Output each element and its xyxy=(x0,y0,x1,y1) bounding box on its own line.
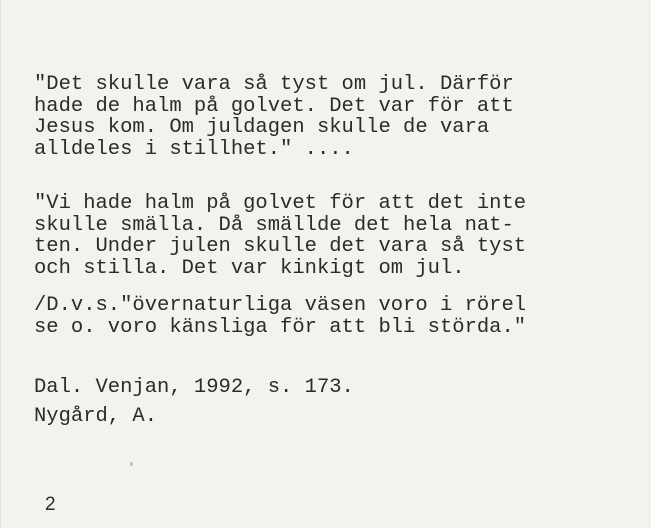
text-line: "Det skulle vara så tyst om jul. Därför xyxy=(34,73,514,96)
source-line: Dal. Venjan, 1992, s. 173. xyxy=(34,376,354,399)
quote-paragraph-1 xyxy=(34,74,514,160)
quote-paragraph-2 xyxy=(34,193,526,279)
text-line: se o. voro känsliga för att bli störda." xyxy=(34,315,527,339)
source-reference xyxy=(34,373,354,431)
text-line: Jesus kom. Om juldagen skulle de vara xyxy=(34,116,490,140)
text-line: alldeles i stillhet." .... xyxy=(34,137,354,161)
page-number: 2 xyxy=(45,494,56,515)
text-line: ten. Under julen skulle det vara så tyst xyxy=(34,235,527,259)
paper-speck xyxy=(130,462,133,466)
explanation-paragraph xyxy=(34,295,526,338)
text-line: hade de halm på golvet. Det var för att xyxy=(34,94,514,118)
text-line: /D.v.s."övernaturliga väsen voro i rörel xyxy=(34,294,527,317)
text-line: skulle smälla. Då smällde det hela nat- xyxy=(34,213,514,237)
source-author: Nygård, A. xyxy=(34,405,158,428)
text-line: och stilla. Det var kinkigt om jul. xyxy=(34,256,465,280)
text-line: "Vi hade halm på golvet för att det inte xyxy=(34,192,527,215)
